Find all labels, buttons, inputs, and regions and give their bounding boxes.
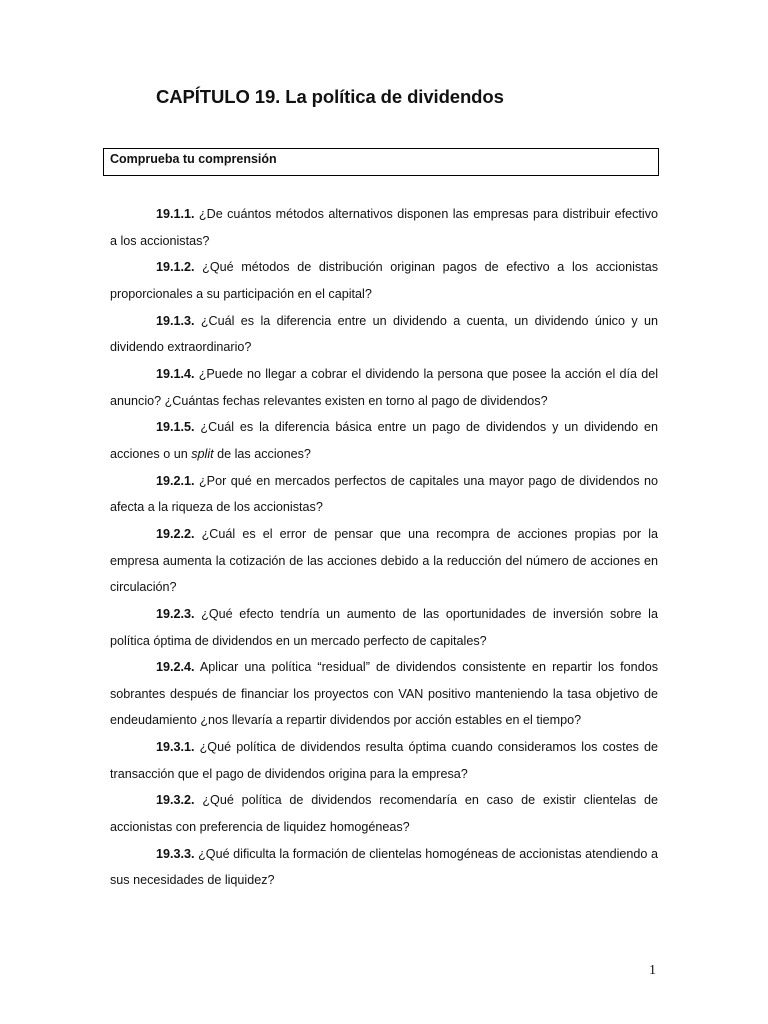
question-text-italic: split [191,446,214,461]
question-list [110,201,658,894]
question-text: Aplicar una política “residual” de dividendos consistente en repartir los fondos sobrantes después de financiar los proyectos con VAN positivo manteniendo la tasa objetivo de endeudamiento ¿nos llevaría a repartir dividendos por acción estables en el tiempo? [110,660,658,728]
question-item [110,254,658,307]
question-text: ¿Qué política de dividendos resulta óptima cuando consideramos los costes de transacción que el pago de dividendos origina para la empresa? [110,740,658,781]
question-number: 19.2.2. [156,526,195,541]
question-item [110,654,658,734]
question-text: ¿Puede no llegar a cobrar el dividendo la persona que posee la acción el día del anuncio? ¿Cuántas fechas relevantes existen en torno al pago de dividendos? [110,366,658,408]
question-number: 19.2.3. [156,606,195,621]
question-text: ¿Qué dificulta la formación de clientelas homogéneas de accionistas atendiendo a sus necesidades de liquidez? [110,846,658,888]
question-number: 19.3.2. [156,793,195,808]
question-number: 19.2.4. [156,660,195,675]
section-heading: Comprueba tu comprensión [110,152,277,166]
question-number: 19.1.3. [156,313,195,328]
question-text: ¿Qué efecto tendría un aumento de las oportunidades de inversión sobre la política óptima de dividendos en un mercado perfecto de capitales? [110,606,658,648]
question-number: 19.1.4. [156,366,195,381]
question-text: ¿De cuántos métodos alternativos disponen las empresas para distribuir efectivo a los accionistas? [110,207,658,248]
question-number: 19.1.5. [156,420,195,435]
question-item [110,414,658,467]
question-item [110,787,658,840]
question-number: 19.3.3. [156,846,195,861]
question-item [110,521,658,601]
question-number: 19.2.1. [156,473,195,488]
question-text: ¿Cuál es la diferencia básica entre un pago de dividendos y un dividendo en acciones o un [110,420,658,461]
section-heading-box [103,148,659,176]
question-text: ¿Cuál es el error de pensar que una recompra de acciones propias por la empresa aumenta la cotización de las acciones debido a la reducción del número de acciones en circulación? [110,526,658,595]
question-item [110,361,658,414]
question-item [110,601,658,654]
question-number: 19.3.1. [156,740,195,755]
question-item [110,841,658,894]
question-item [110,308,658,361]
page-number: 1 [649,963,656,978]
chapter-title: CAPÍTULO 19. La política de dividendos [156,86,504,107]
question-item [110,468,658,521]
question-item [110,734,658,787]
question-text: ¿Qué política de dividendos recomendaría en caso de existir clientelas de accionistas con preferencia de liquidez homogéneas? [110,793,658,835]
question-text: ¿Cuál es la diferencia entre un dividendo a cuenta, un dividendo único y un dividendo extraordinario? [110,313,658,355]
question-item [110,201,658,254]
question-text: ¿Qué métodos de distribución originan pagos de efectivo a los accionistas proporcionales a su participación en el capital? [110,260,658,301]
question-text: ¿Por qué en mercados perfectos de capitales una mayor pago de dividendos no afecta a la riqueza de los accionistas? [110,473,658,515]
question-number: 19.1.2. [156,260,195,275]
question-text: de las acciones? [213,446,311,461]
question-number: 19.1.1. [156,207,195,221]
